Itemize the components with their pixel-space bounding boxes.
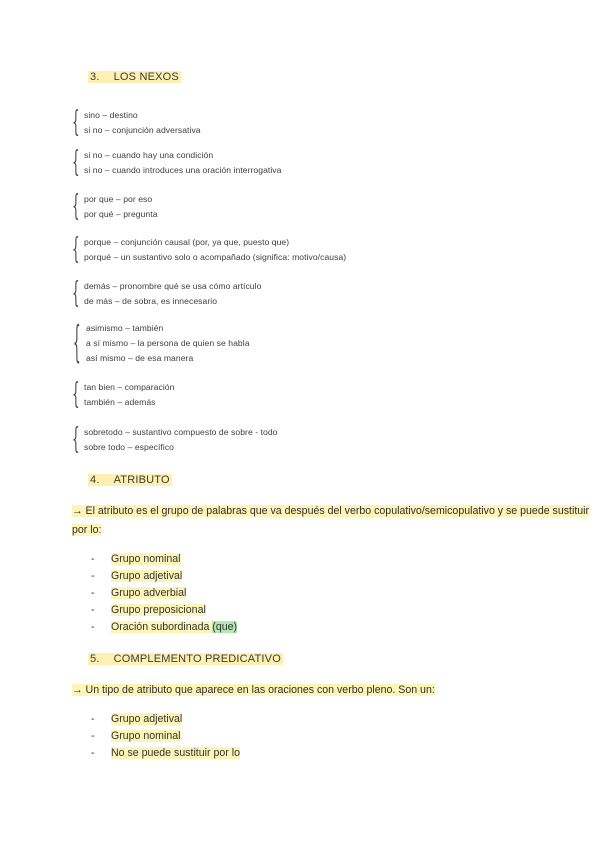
nexo-line: porque – conjunción causal (por, ya que, puesto que): [84, 237, 290, 247]
nexo-line: de más – de sobra, es innecesario: [84, 296, 218, 306]
section-title: COMPLEMENTO PREDICATIVO: [113, 653, 281, 665]
brace-icon: {: [72, 104, 80, 139]
brace-icon: {: [72, 275, 80, 310]
nexo-line: por qué – pregunta: [84, 209, 158, 219]
nexo-line: a sí mismo – la persona de quien se habla: [86, 338, 250, 348]
nexo-line: sino – destino: [84, 110, 138, 120]
nexo-line: asimismo – también: [86, 323, 164, 333]
brace-icon: {: [72, 188, 80, 223]
nexo-line: así mismo – de esa manera: [86, 353, 194, 363]
brace-icon: {: [72, 144, 80, 179]
nexo-line: porqué – un sustantivo solo o acompañado (significa: motivo/causa): [84, 252, 347, 262]
nexo-line: también – además: [84, 397, 156, 407]
section-title: ATRIBUTO: [113, 474, 170, 486]
nexo-line: si no – conjunción adversativa: [84, 125, 201, 135]
list-item: - Grupo nominal: [91, 553, 181, 565]
list-item: - Oración subordinada (que): [91, 621, 238, 633]
brace-icon: {: [72, 421, 80, 456]
atributo-definition-line-1: → El atributo es el grupo de palabras que va después del verbo copulativo/semicopulativo y se puede sustituir: [72, 505, 590, 517]
nexo-line: tan bien – comparación: [84, 382, 175, 392]
section-number: 5.: [90, 653, 100, 665]
brace-icon: {: [72, 376, 80, 411]
nexo-line: si no – cuando introduces una oración interrogativa: [84, 165, 282, 175]
nexo-line: sobretodo – sustantivo compuesto de sobre - todo: [84, 427, 278, 437]
atributo-definition-line-2: por lo:: [72, 524, 102, 536]
section-title: LOS NEXOS: [113, 71, 179, 83]
section-heading-atributo: [88, 474, 172, 486]
brace-icon: {: [72, 231, 80, 266]
section-number: 3.: [90, 71, 100, 83]
list-item: - Grupo preposicional: [91, 604, 206, 616]
brace-icon: {: [73, 315, 81, 368]
predicativo-definition: → Un tipo de atributo que aparece en las oraciones con verbo pleno. Son un:: [72, 684, 435, 696]
section-heading-predicativo: [88, 653, 283, 665]
section-heading-nexos: [88, 71, 181, 83]
list-item: - Grupo nominal: [91, 730, 181, 742]
nexo-line: si no – cuando hay una condición: [84, 150, 214, 160]
section-number: 4.: [90, 474, 100, 486]
list-item: - No se puede sustituir por lo: [91, 747, 240, 759]
highlight-que: (que): [212, 621, 238, 633]
nexo-line: por que – por eso: [84, 194, 153, 204]
list-item: - Grupo adjetival: [91, 713, 183, 725]
nexo-line: demás – pronombre qué se usa cómo artículo: [84, 281, 262, 291]
list-item: - Grupo adverbial: [91, 587, 187, 599]
list-item: - Grupo adjetival: [91, 570, 183, 582]
nexo-line: sobre todo – específico: [84, 442, 175, 452]
